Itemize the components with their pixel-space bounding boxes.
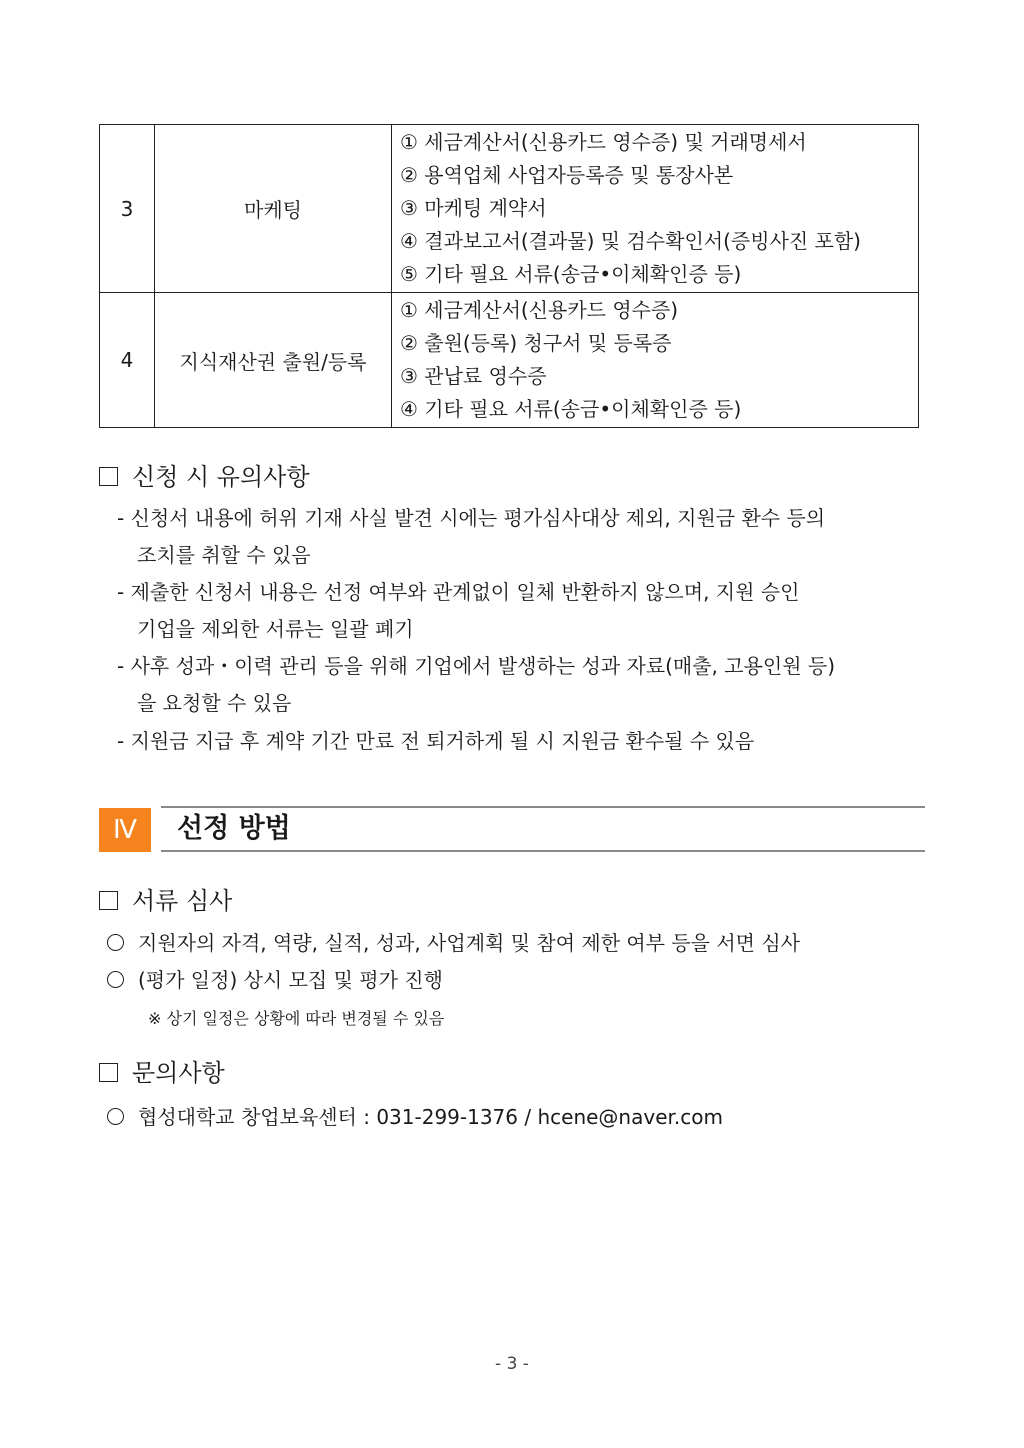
row-category: 마케팅 (155, 125, 392, 293)
document-item: ④ 기타 필요 서류(송금•이체확인증 등) (400, 397, 742, 421)
cautions-heading (99, 462, 310, 492)
caution-item (117, 648, 937, 722)
caution-line: 기업을 제외한 서류는 일괄 폐기 (137, 617, 414, 641)
section-title: 선정 방법 (177, 813, 291, 844)
document-item: ⑤ 기타 필요 서류(송금•이체확인증 등) (400, 262, 742, 286)
circle-bullet-icon (107, 1108, 124, 1125)
contact-heading (99, 1058, 225, 1088)
section-banner (99, 806, 925, 852)
contact-text: 협성대학교 창업보육센터 : 031-299-1376 / hcene@naver.com (138, 1105, 723, 1129)
review-item (107, 928, 800, 958)
contact-heading-text: 문의사항 (132, 1059, 225, 1087)
document-item: ① 세금계산서(신용카드 영수증) (400, 298, 679, 322)
table-row (100, 125, 919, 293)
cautions-heading-text: 신청 시 유의사항 (132, 463, 310, 491)
caution-item (117, 574, 937, 648)
document-item: ③ 마케팅 계약서 (400, 196, 547, 220)
square-bullet-icon (99, 1063, 118, 1082)
review-heading (99, 886, 232, 916)
review-heading-text: 서류 심사 (132, 887, 233, 915)
caution-line: - 사후 성과・이력 관리 등을 위해 기업에서 발생하는 성과 자료(매출, 고용인원 등) (117, 654, 836, 678)
review-item-text: 지원자의 자격, 역량, 실적, 성과, 사업계획 및 참여 제한 여부 등을 서면 심사 (138, 931, 800, 955)
caution-line: - 제출한 신청서 내용은 선정 여부와 관계없이 일체 반환하지 않으며, 지원 승인 (117, 580, 800, 604)
review-item-text: (평가 일정) 상시 모집 및 평가 진행 (138, 968, 443, 992)
row-documents (392, 293, 919, 428)
caution-line: 을 요청할 수 있음 (137, 691, 292, 715)
row-number: 3 (100, 125, 155, 293)
schedule-note: ※ 상기 일정은 상황에 따라 변경될 수 있음 (148, 1009, 445, 1028)
circle-bullet-icon (107, 971, 124, 988)
row-number: 4 (100, 293, 155, 428)
circle-bullet-icon (107, 934, 124, 951)
caution-line: - 지원금 지급 후 계약 기간 만료 전 퇴거하게 될 시 지원금 환수될 수 있음 (117, 729, 755, 753)
row-category: 지식재산권 출원/등록 (155, 293, 392, 428)
document-item: ① 세금계산서(신용카드 영수증) 및 거래명세서 (400, 130, 807, 154)
document-item: ④ 결과보고서(결과물) 및 검수확인서(증빙사진 포함) (400, 229, 861, 253)
document-item: ③ 관납료 영수증 (400, 364, 547, 388)
section-number-badge: Ⅳ (99, 808, 151, 852)
divider (161, 806, 925, 808)
caution-line: - 신청서 내용에 허위 기재 사실 발견 시에는 평가심사대상 제외, 지원금 환수 등의 (117, 506, 826, 530)
divider (161, 850, 925, 852)
document-item: ② 출원(등록) 청구서 및 등록증 (400, 331, 672, 355)
document-item: ② 용역업체 사업자등록증 및 통장사본 (400, 163, 734, 187)
table-row (100, 293, 919, 428)
contact-item (107, 1102, 723, 1132)
caution-item (117, 723, 937, 760)
page-number: - 3 - (495, 1354, 529, 1374)
square-bullet-icon (99, 891, 118, 910)
caution-line: 조치를 취할 수 있음 (137, 543, 311, 567)
required-documents-table (99, 124, 919, 428)
square-bullet-icon (99, 467, 118, 486)
caution-item (117, 500, 937, 574)
row-documents (392, 125, 919, 293)
review-item (107, 965, 443, 995)
